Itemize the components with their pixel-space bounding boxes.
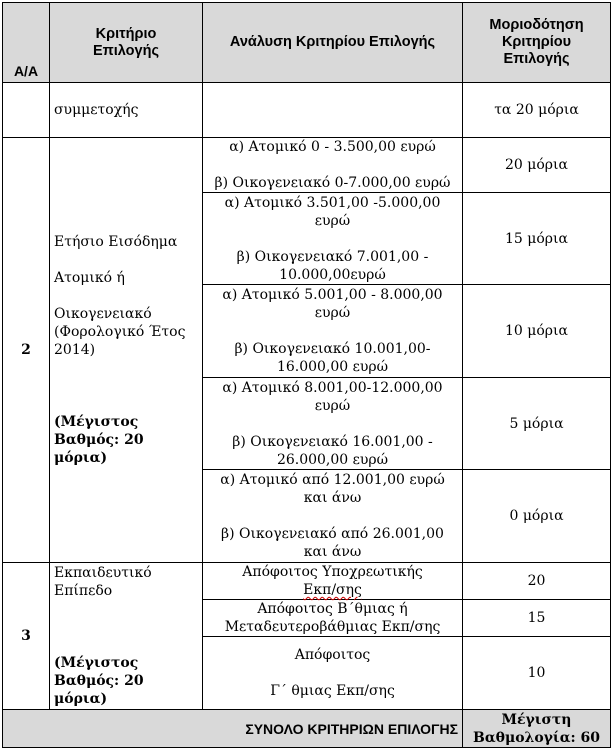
income-band-analysis <box>203 138 463 193</box>
max-score-line2: Βαθμολογία: 60 <box>473 729 600 746</box>
section3-criterion <box>50 563 203 710</box>
education-level-analysis <box>203 637 463 710</box>
income-band-individual: α) Ατομικό 5.001,00 - 8.000,00 <box>222 287 443 303</box>
education-level-line1: Απόφοιτος <box>294 647 371 663</box>
income-band-individual: α) Ατομικό από 12.001,00 ευρώ <box>220 472 445 488</box>
income-band-analysis <box>203 193 463 285</box>
footer-row <box>3 710 611 748</box>
section2-max-line1: (Μέγιστος <box>54 414 139 430</box>
continued-analysis-cell <box>203 83 463 138</box>
section2-line5: 2014) <box>54 342 96 358</box>
income-band-individual: α) Ατομικό 3.501,00 -5.000,00 <box>224 194 441 211</box>
education-level-line2: Μεταδευτεροβάθμιας Εκπ/σης <box>224 619 441 635</box>
income-band-points: 10 μόρια <box>463 285 611 378</box>
income-band-points: 15 μόρια <box>463 193 611 285</box>
education-level-line1: Απόφοιτος Β΄θμιας ή <box>257 601 408 617</box>
education-level-row <box>3 563 611 600</box>
section3-max-line3: μόρια) <box>54 691 108 707</box>
income-band-analysis <box>203 470 463 563</box>
header-scoring-line1: Μοριοδότηση <box>489 17 584 33</box>
section2-number: 2 <box>3 138 50 563</box>
income-band-family: β) Οικογενειακό 7.001,00 - <box>236 248 429 265</box>
header-scoring <box>463 3 611 83</box>
section3-max-line2: Βαθμός: 20 <box>54 673 144 689</box>
income-band-individual-cont: και άνω <box>303 490 362 506</box>
max-score <box>463 710 611 748</box>
income-band-family: β) Οικογενειακό από 26.001,00 <box>221 526 444 542</box>
max-score-line1: Μέγιστη <box>501 711 572 728</box>
income-band-family: β) Οικογενειακό 16.001,00 - <box>232 433 433 450</box>
education-level-line2: Γ΄ θμιας Εκπ/σης <box>270 683 395 699</box>
section3-line2: Επίπεδο <box>54 583 113 599</box>
income-band-individual-cont: ευρώ <box>314 397 351 414</box>
header-analysis <box>203 3 463 83</box>
income-band-family-cont: 10.000,00ευρώ <box>279 266 386 283</box>
income-band-family-cont: και άνω <box>303 544 362 560</box>
income-band-analysis <box>203 378 463 470</box>
continued-aa-cell <box>3 83 50 138</box>
income-band-family-cont: 16.000,00 ευρώ <box>276 359 389 375</box>
continued-points: τα 20 μόρια <box>463 83 611 138</box>
income-band-individual: α) Ατομικό 8.001,00-12.000,00 <box>222 379 443 396</box>
income-band-points: 5 μόρια <box>463 378 611 470</box>
income-band-analysis <box>203 285 463 378</box>
income-band-row <box>3 138 611 193</box>
section3-line1: Εκπαιδευτικό <box>54 565 152 581</box>
header-criterion-line2: Επιλογής <box>92 42 159 59</box>
income-band-points: 20 μόρια <box>463 138 611 193</box>
continued-criterion: συμμετοχής <box>50 83 203 138</box>
header-row <box>3 3 611 83</box>
section2-max-line2: Βαθμός: 20 <box>54 432 144 448</box>
education-level-line1: Απόφοιτος Υποχρεωτικής <box>242 564 423 580</box>
income-band-points: 0 μόρια <box>463 470 611 563</box>
header-analysis-text: Ανάλυση Κριτηρίου Επιλογής <box>229 34 436 50</box>
income-band-family-cont: 26.000,00 ευρώ <box>276 451 389 468</box>
income-band-family: β) Οικογενειακό 10.001,00- <box>234 341 431 357</box>
total-label: ΣΥΝΟΛΟ ΚΡΙΤΗΡΙΩΝ ΕΠΙΛΟΓΗΣ <box>3 710 463 748</box>
section3-number: 3 <box>3 563 50 710</box>
section2-max-line3: μόρια) <box>54 450 108 466</box>
income-band-individual-cont: ευρώ <box>314 305 351 321</box>
header-criterion <box>50 3 203 83</box>
continued-row <box>3 83 611 138</box>
header-criterion-line1: Κριτήριο <box>95 25 157 42</box>
education-level-points: 20 <box>463 563 611 600</box>
header-scoring-line2: Κριτηρίου <box>501 34 572 50</box>
education-level-line2: Εκπ/σης <box>303 582 362 598</box>
section2-line3: Οικογενειακό <box>54 306 152 322</box>
income-band-individual-cont: ευρώ <box>314 212 351 229</box>
section2-line1: Ετήσιο Εισόδημα <box>54 234 178 250</box>
header-aa: Α/Α <box>3 3 50 83</box>
education-level-points: 15 <box>463 600 611 637</box>
section2-line4: (Φορολογικό Έτος <box>54 324 186 340</box>
section2-line2: Ατομικό ή <box>54 270 125 286</box>
header-scoring-line3: Επιλογής <box>503 51 570 67</box>
education-level-analysis <box>203 600 463 637</box>
income-band-individual: α) Ατομικό 0 - 3.500,00 ευρώ <box>229 139 436 155</box>
education-level-analysis <box>203 563 463 600</box>
criteria-table <box>2 2 611 748</box>
income-band-family: β) Οικογενειακό 0-7.000,00 ευρώ <box>214 175 451 191</box>
section3-max-line1: (Μέγιστος <box>54 655 139 671</box>
section2-criterion <box>50 138 203 563</box>
education-level-points: 10 <box>463 637 611 710</box>
